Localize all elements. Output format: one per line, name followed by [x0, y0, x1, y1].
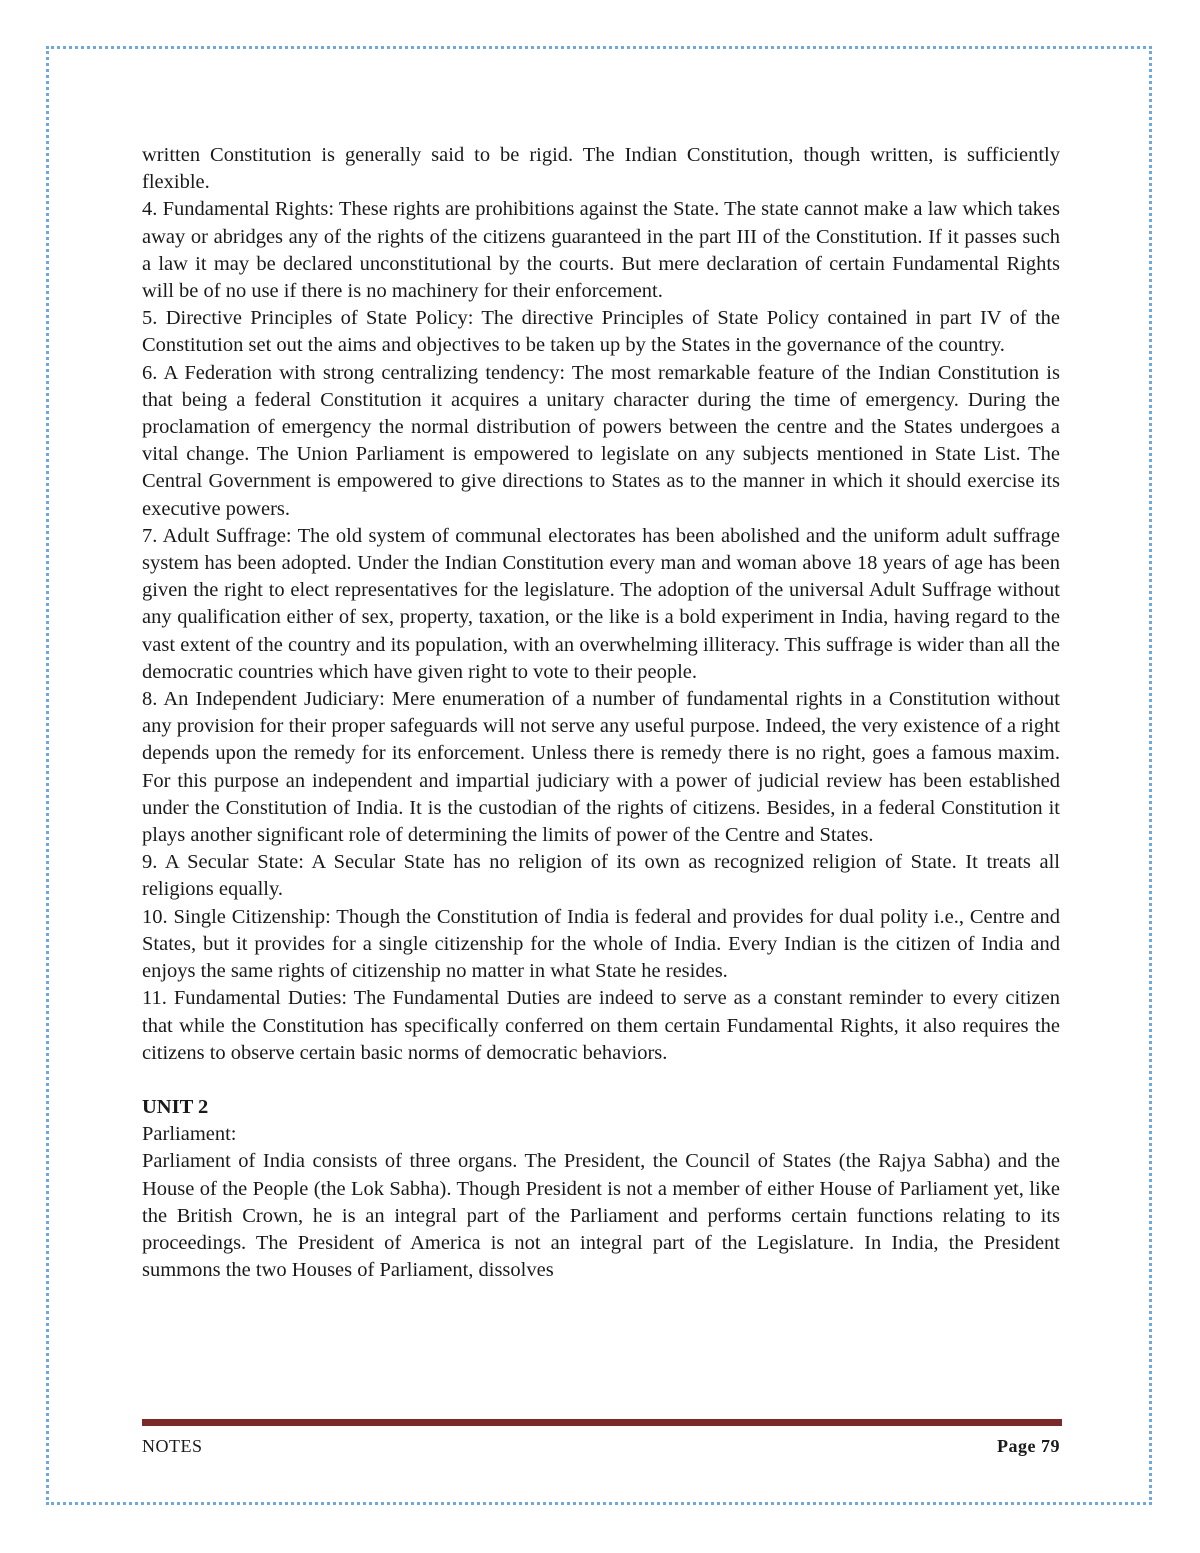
unit-subheading: Parliament: — [142, 1123, 237, 1146]
paragraph-single-citizenship: 10. Single Citizenship: Though the Constitution of India is federal and provides for dual polity i.e., Centre and States, but it provides for a single citizenship for the whole of India. Every Indian is the citizen of India and enjoys the same rights of citizenship no matter in what State he resides. — [142, 905, 1060, 983]
paragraph-intro: written Constitution is generally said to be rigid. The Indian Constitution, though written, is sufficiently flexible. — [142, 144, 1060, 194]
section-spacer — [142, 1067, 1060, 1094]
unit-heading: UNIT 2 — [142, 1095, 209, 1118]
paragraph-fundamental-duties: 11. Fundamental Duties: The Fundamental Duties are indeed to serve as a constant reminder to every citizen that while the Constitution has specifically conferred on them certain Fundamental Rights, it also requires the citizens to observe certain basic norms of democratic behaviors. — [142, 987, 1060, 1064]
paragraph-adult-suffrage: 7. Adult Suffrage: The old system of communal electorates has been abolished and the uniform adult suffrage system has been adopted. Under the Indian Constitution every man and woman above 18 years of age has been given the right to elect representatives for the legislature. The adoption of the universal Adult Suffrage without any qualification either of sex, property, taxation, or the like is a bold experiment in India, having regard to the vast extent of the country and its population, with an overwhelming illiteracy. This suffrage is wider than all the democratic countries which have given right to vote to their people. — [142, 524, 1060, 683]
paragraph-fundamental-rights: 4. Fundamental Rights: These rights are prohibitions against the State. The state cannot make a law which takes away or abridges any of the rights of the citizens guaranteed in the part III of the Constitution. If it passes such a law it may be declared unconstitutional by the courts. But mere declaration of certain Fundamental Rights will be of no use if there is no machinery for their enforcement. — [142, 198, 1060, 303]
paragraph-parliament: Parliament of India consists of three organs. The President, the Council of States (the Rajya Sabha) and the House of the People (the Lok Sabha). Though President is not a member of either House of Parliament yet, like the British Crown, he is an integral part of the Parliament and performs certain functions relating to its proceedings. The President of America is not an integral part of the Legislature. In India, the President summons the two Houses of Parliament, dissolves — [142, 1150, 1060, 1282]
page-number: Page 79 — [997, 1436, 1060, 1456]
paragraph-directive-principles: 5. Directive Principles of State Policy: The directive Principles of State Policy contained in part IV of the Constitution set out the aims and objectives to be taken up by the States in the governance of the country. — [142, 307, 1060, 357]
document-body — [142, 142, 1060, 1284]
paragraph-independent-judiciary: 8. An Independent Judiciary: Mere enumeration of a number of fundamental rights in a Constitution without any provision for their proper safeguards will not serve any useful purpose. Indeed, the very existence of a right depends upon the remedy for its enforcement. Unless there is remedy there is no right, goes a famous maxim. For this purpose an independent and impartial judiciary with a power of judicial review has been established under the Constitution of India. It is the custodian of the rights of citizens. Besides, in a federal Constitution it plays another significant role of determining the limits of power of the Centre and States. — [142, 688, 1060, 847]
footer-notes-label: NOTES — [142, 1436, 203, 1456]
paragraph-secular-state: 9. A Secular State: A Secular State has no religion of its own as recognized religion of State. It treats all religions equally. — [142, 851, 1060, 901]
footer-rule — [142, 1419, 1062, 1426]
paragraph-federation: 6. A Federation with strong centralizing tendency: The most remarkable feature of the Indian Constitution is that being a federal Constitution it acquires a unitary character during the time of emergency. During the proclamation of emergency the normal distribution of powers between the centre and the States undergoes a vital change. The Union Parliament is empowered to legislate on any subjects mentioned in State List. The Central Government is empowered to give directions to States as to the manner in which it should exercise its executive powers. — [142, 361, 1060, 520]
